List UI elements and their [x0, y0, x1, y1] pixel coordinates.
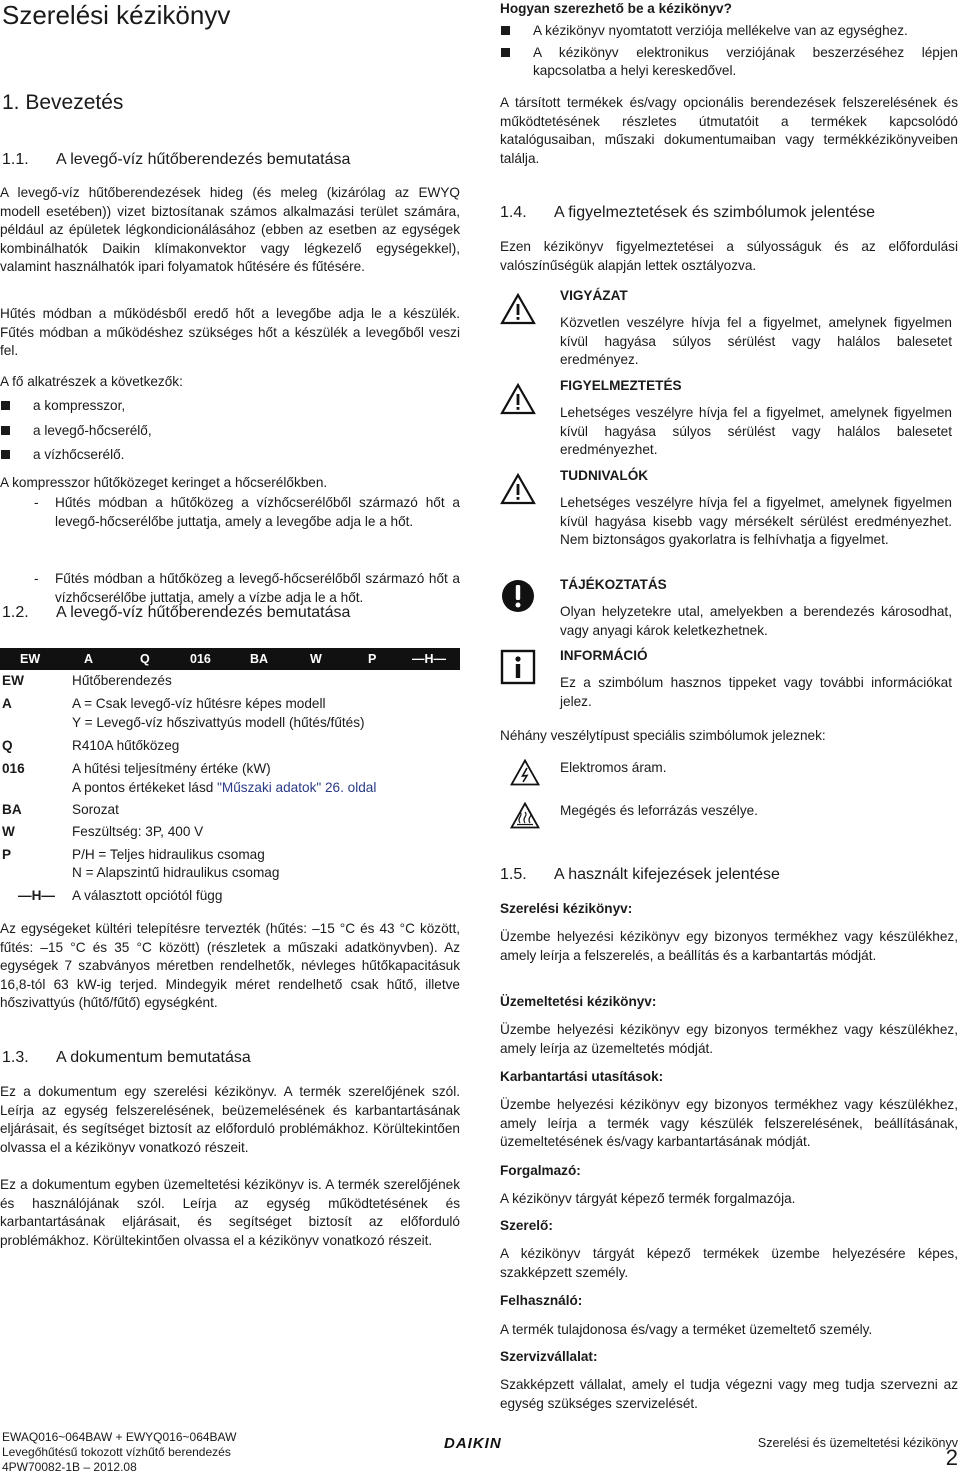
term-label: Szerelő: [500, 1218, 553, 1233]
section-number: 1.3. [2, 1049, 29, 1066]
code-segment: EW [20, 652, 41, 666]
warnings-intro: Ezen kézikönyv figyelmeztetései a súlyosságuk és az előfordulási valószínűségük alapján lettek osztályozva. [500, 239, 958, 273]
info-block [500, 647, 958, 709]
operation-paragraph: Hűtés módban a működésből eredő hőt a levegőbe adja le a készülék. Fűtés módban a működéshez szükséges hőt a készülék a levegőből veszi fel. [0, 306, 460, 359]
info-icon [500, 649, 536, 691]
special-symbols-intro: Néhány veszélytípust speciális szimbólumok jeleznek: [500, 728, 826, 743]
list-item: a levegő-hőcserélő, [0, 422, 460, 441]
section-number: 1.5. [500, 866, 527, 883]
term-definition: Üzembe helyezési kézikönyv egy bizonyos termékhez vagy készülékhez, amely leírja a termék vagy készülék felszerelésének, beállításának, üzemeltetésének és/vagy karbantartásának módját. [500, 1097, 958, 1150]
heating-dash-item: - Fűtés módban a hűtőközeg a levegő-hőcserélőből származó hőt a vízhőcserélőbe juttatja, amely a vízbe adja le a hőt. [34, 571, 460, 605]
list-item: a kompresszor, [0, 397, 460, 416]
list-item: A kézikönyv elektronikus verziójának beszerzéséhez lépjen kapcsolatba a helyi kereskedővel. [500, 44, 958, 81]
term-label: Szervizvállalat: [500, 1349, 598, 1364]
section-title: A használt kifejezések jelentése [554, 866, 780, 883]
footer-manual-title: Szerelési és üzemeltetési kézikönyv [757, 1436, 958, 1450]
special-symbol-row [500, 802, 958, 836]
model-code-bar [0, 648, 460, 670]
code-segment: W [310, 652, 322, 666]
left-column: Szerelési kézikönyv 1. Bevezetés 1.1. A levegő-víz hűtőberendezés bemutatása A levegő-víz hűtőberendezések hideg (és meleg (kizárólag az EWYQ modell esetében)) vizet biztosítanak számos alkalmazási terület számára, például az épületek légkondicionálásához (ebben az esetben az egységek kombinálhatók Daikin klímakonvektor vagy légkezelő egységekkel), valamint használhatók ipari folyamatok hűtésére és fűtésére. Hűtés módban a működésből eredő hőt a levegőbe adja le a készülék. Fűtés módban a működéshez szükséges hőt a készülék a levegőből veszi fel. A fő alkatrészek a következők: a kompresszor, a levegő-hőcserélő, a vízhőcserélő. A kompresszor hűtőközeget keringet a hőcserélőkben. - Hűtés módban a hűtőközeg a vízhőcserélőből származó hőt a levegő-hőcserélőbe juttatja, amely a levegőbe adja le a hőt. - Fűtés módban a hűtőközeg a levegő-hőcserélőből származó hőt a vízhőcserélőbe juttatja, amely a vízbe adja le a hőt. 1.2. A levegő-víz hűtőberendezés bemutatása EW A Q 016 BA W P —H— EW Hűtőberendezés A A = Csak levegő-víz hűtésre képes modell Y = Levegő-víz hőszivattyús modell (hűtés/fűtés) Q R410A hűtőközeg 016 A hűtési teljesítmény értéke (kW) A pontos értékeket lásd "Műszaki adatok" 26. oldal BA Sorozat W Feszültség: 3P, 400 V P P/H = Teljes hidraulikus csomag N = Alapszintű hidraulikus csomag —H— A választott opciótól függ Az egységeket kültéri telepítésre tervezték (hűtés: –15 °C és 43 °C között, fűtés: –15 °C és 35 °C között) (részletek a műszaki adatkönyvben). Az egységek 7 szabványos méretben rendelhetők, névleges hűtőkapacitásuk 16,8-tól 63 kW-ig terjed. Mindegyik méret rendelhető csak hűtő, illetve hőszivattyús (hűtő/fűtő) egységként. 1.3. A dokumentum bemutatása Ez a dokumentum egy szerelési kézikönyv. A termék szerelőjének szól. Leírja az egység felszerelésének, beüzemelésének és karbantartásának eljárásait, és segítséget biztosít az előforduló problémákhoz. Körültekintően olvassa el a kézikönyv vonatkozó részeit. Ez a dokumentum egyben üzemeltetési kézikönyv is. A termék szerelőjének és használójának szól. Leírja az egység működtetésének és karbantartásának eljárásait, és segítséget biztosít az előforduló problémákhoz. Körültekintően olvassa el a kézikönyv vonatkozó részeit. [0, 0, 460, 74]
code-segment: BA [250, 652, 269, 666]
right-column [500, 0, 958, 1474]
section-1-5-heading [500, 865, 958, 885]
warning-body: Lehetséges veszélyre hívja fel a figyelmet, amelynek figyelmen kívül hagyása súlyos sérülést vagy halálos balesetet eredményezhet. [560, 405, 952, 458]
term-definition: Üzembe helyezési kézikönyv egy bizonyos termékhez vagy készülékhez, amely leírja az üzemeltetés módját. [500, 1022, 958, 1056]
code-segment: —H— [412, 652, 447, 666]
term-definition: A kézikönyv tárgyát képező termék forgalmazója. [500, 1191, 796, 1206]
footer-left [2, 1430, 322, 1474]
exclamation-icon [500, 578, 536, 620]
footer-docnumber: 4PW70082-1B – 2012.08 [2, 1460, 137, 1474]
section-title: A figyelmeztetések és szimbólumok jelentése [554, 204, 876, 221]
section-number: 1.2. [2, 604, 29, 621]
brand-logo: DAIKIN [444, 1435, 502, 1452]
code-segment: A [84, 652, 94, 666]
special-symbol-label: Elektromos áram. [560, 760, 667, 775]
page-title: Szerelési kézikönyv [2, 0, 231, 30]
warning-block [500, 377, 958, 457]
info-title: INFORMÁCIÓ [560, 648, 648, 663]
footer-model: EWAQ016~064BAW + EWYQ016~064BAW [2, 1430, 237, 1444]
section-1-3-heading [2, 1048, 462, 1068]
section-title: A levegő-víz hűtőberendezés bemutatása [56, 604, 351, 621]
code-segment: P [368, 652, 377, 666]
section-1-2-heading [2, 603, 462, 623]
warning-triangle-icon [500, 383, 536, 421]
section-1-4-heading [500, 203, 958, 223]
availability-heading: Hogyan szerezhető be a kézikönyv? [500, 1, 732, 16]
code-segment: 016 [190, 652, 211, 666]
term-label: Szerelési kézikönyv: [500, 901, 633, 916]
section-title: A levegő-víz hűtőberendezés bemutatása [56, 151, 351, 168]
term-definition: A kézikönyv tárgyát képező termékek üzembe helyezésére képes, szakképzett személy. [500, 1246, 958, 1280]
warning-body: Közvetlen veszélyre hívja fel a figyelmet, amelynek figyelmen kívül hagyása súlyos sérülést vagy halálos balesetet eredményez. [560, 315, 952, 368]
availability-list [500, 22, 958, 87]
special-symbol-row [500, 759, 958, 793]
section-number: 1.1. [2, 151, 29, 168]
warning-triangle-icon [500, 293, 536, 331]
section-1-1-heading [2, 150, 462, 170]
section-title: A dokumentum bemutatása [56, 1049, 251, 1066]
related-documents-paragraph: A társított termékek és/vagy opcionális berendezések felszerelésének és működtetésének részletes útmutatóit a termékek kapcsolódó katalógusaiban, műszaki dokumentumaiban vagy termékkézikönyveiben találja. [500, 95, 958, 166]
warning-triangle-icon [500, 473, 536, 511]
warning-title: TUDNIVALÓK [560, 468, 649, 483]
warning-block [500, 467, 958, 567]
units-paragraph: Az egységeket kültéri telepítésre tervezték (hűtés: –15 °C és 43 °C között, fűtés: –15 °C és 35 °C között) (részletek a műszaki adatkönyvben). Az egységek 7 szabványos méretben rendelhetők, névleges hűtőkapacitásuk 16,8-tól 63 kW-ig terjed. Mindegyik méret rendelhető csak hűtő, illetve hőszivattyús (hűtő/fűtő) egységként. [0, 921, 460, 1011]
special-symbol-label: Megégés és leforrázás veszélye. [560, 803, 758, 818]
warning-title: FIGYELMEZTETÉS [560, 378, 682, 393]
warning-title: TÁJÉKOZTATÁS [560, 577, 667, 592]
term-definition: Üzembe helyezési kézikönyv egy bizonyos termékhez vagy készülékhez, amely leírja a felszerelés, a beállítás és a karbantartás módját. [500, 929, 958, 963]
term-definition: A termék tulajdonosa és/vagy a terméket üzemeltető személy. [500, 1322, 873, 1337]
hot-surface-icon [510, 802, 540, 835]
footer-description: Levegőhűtésű tokozott vízhűtő berendezés [2, 1445, 231, 1459]
term-definition: Szakképzett vállalat, amely el tudja végezni vagy meg tudja szervezni az egység szükséges szervizelését. [500, 1377, 958, 1411]
refrigerant-paragraph: A kompresszor hűtőközeget keringet a hőcserélőkben. [0, 475, 328, 490]
info-body: Ez a szimbólum hasznos tippeket vagy további információkat jelez. [560, 675, 952, 709]
warning-block [500, 287, 958, 367]
warning-title: VIGYÁZAT [560, 288, 628, 303]
term-label: Felhasználó: [500, 1293, 583, 1308]
intro-paragraph: A levegő-víz hűtőberendezések hideg (és meleg (kizárólag az EWYQ modell esetében)) vizet biztosítanak számos alkalmazási terület számára, például az épületek légkondicionálásához (ebben az esetben az egységek kombinálhatók Daikin klímakonvektor vagy légkezelő egységekkel), valamint használhatók ipari folyamatok hűtésére és fűtésére. [0, 185, 460, 275]
term-label: Karbantartási utasítások: [500, 1069, 664, 1084]
list-item: a vízhőcserélő. [0, 446, 460, 465]
electric-hazard-icon [510, 759, 540, 792]
list-item: A kézikönyv nyomtatott verziója mellékelve van az egységhez. [500, 22, 958, 41]
warning-block [500, 576, 958, 638]
document-paragraph-2: Ez a dokumentum egyben üzemeltetési kézikönyv is. A termék szerelőjének és használójának szól. Leírja az egység működtetésének és karbantartásának eljárásait, és segítséget biztosít az előforduló problémákhoz. Körültekintően olvassa el a kézikönyv vonatkozó részeit. [0, 1177, 460, 1248]
warning-body: Olyan helyzetekre utal, amelyekben a berendezés károsodhat, vagy anyagi károk keletkezhetnek. [560, 604, 952, 638]
components-list [0, 397, 460, 471]
warning-body: Lehetséges veszélyre hívja fel a figyelmet, amelynek figyelmen kívül hagyása kisebb vagy mérsékelt sérülést eredményezhet. Nem biztonságos gyakorlatra is felhívhatja a figyelmet. [560, 495, 952, 548]
technical-data-link[interactable]: "Műszaki adatok" 26. oldal [217, 780, 377, 795]
document-paragraph-1: Ez a dokumentum egy szerelési kézikönyv. A termék szerelőjének szól. Leírja az egység felszerelésének, beüzemelésének és karbantartásának eljárásait, és segítséget biztosít az előforduló problémákhoz. Körültekintően olvassa el a kézikönyv vonatkozó részeit. [0, 1084, 460, 1155]
page-number: 2 [945, 1445, 958, 1470]
section-number: 1.4. [500, 204, 527, 221]
code-segment: Q [140, 652, 150, 666]
cooling-dash-item: - Hűtés módban a hűtőközeg a vízhőcserélőből származó hőt a levegő-hőcserélőbe juttatja, amely a levegőbe adja le a hőt. [34, 495, 460, 529]
components-intro: A fő alkatrészek a következők: [0, 374, 183, 389]
term-label: Forgalmazó: [500, 1163, 581, 1178]
section-1-heading: 1. Bevezetés [2, 91, 124, 114]
term-label: Üzemeltetési kézikönyv: [500, 994, 657, 1009]
